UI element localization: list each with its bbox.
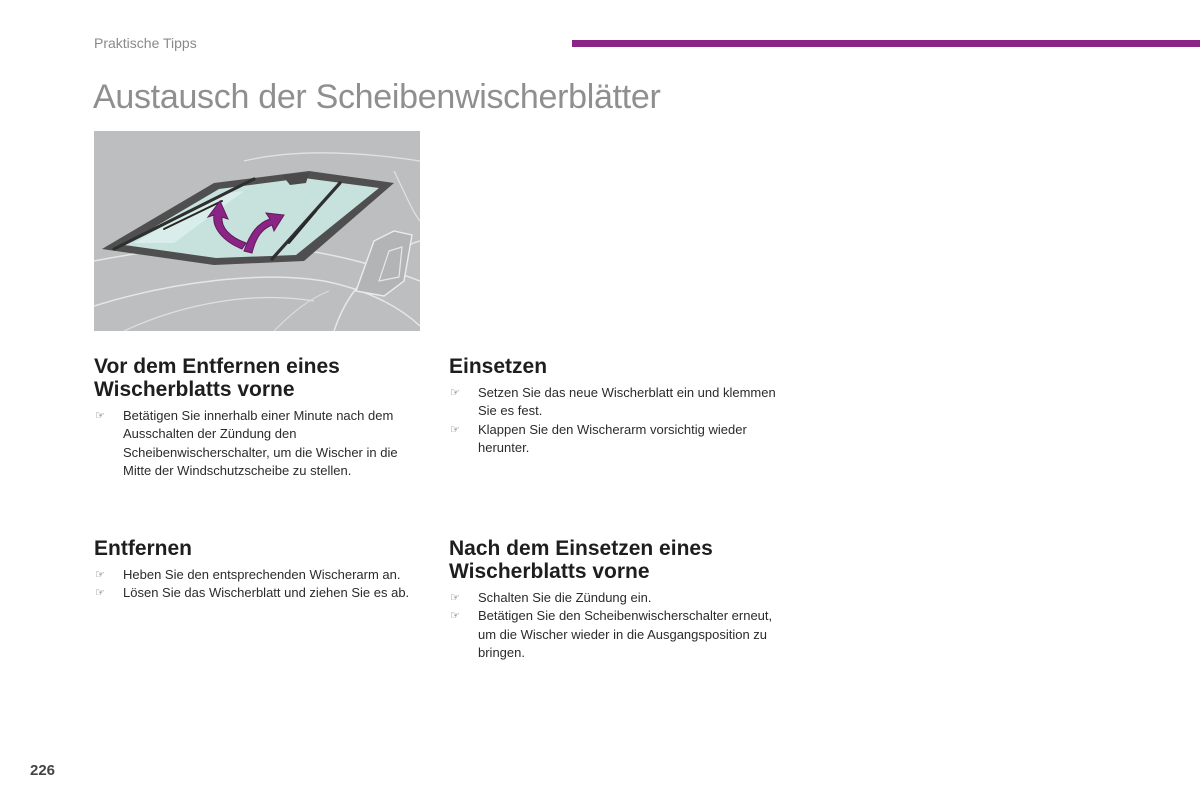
pointing-hand-icon: ☞ xyxy=(450,610,460,623)
pointing-hand-icon: ☞ xyxy=(95,587,105,600)
page-number: 226 xyxy=(30,762,56,779)
section-heading: Einsetzen xyxy=(449,355,548,378)
list-item: ☞ Lösen Sie das Wischerblatt und ziehen Sie es ab. xyxy=(94,584,424,602)
list-item: ☞ Klappen Sie den Wischerarm vorsichtig wieder herunter. xyxy=(450,421,747,455)
section-before-removing xyxy=(94,355,424,480)
list-item: ☞ Schalten Sie die Zündung ein. xyxy=(449,589,779,607)
section-inserting xyxy=(449,355,779,457)
windshield-wiper-illustration xyxy=(94,131,420,331)
pointing-hand-icon: ☞ xyxy=(450,592,460,604)
pointing-hand-icon: ☞ xyxy=(95,410,105,422)
instruction-list xyxy=(449,589,779,662)
list-item: ☞ Betätigen Sie den Scheibenwischerschalter erneut, um die Wischer wieder in die Ausgangsposition zu bringen. xyxy=(450,608,773,660)
section-heading: Vor dem Entfernen eines Wischerblatts vorne xyxy=(94,355,340,401)
section-heading: Entfernen xyxy=(94,537,193,560)
instruction-list xyxy=(449,384,779,457)
instruction-list xyxy=(94,566,424,603)
instruction-list xyxy=(94,407,424,480)
list-item: ☞ Heben Sie den entsprechenden Wischerarm an. xyxy=(94,566,424,584)
section-label: Praktische Tipps xyxy=(94,35,197,51)
pointing-hand-icon: ☞ xyxy=(450,423,460,436)
list-item: ☞ Setzen Sie das neue Wischerblatt ein und klemmen Sie es fest. xyxy=(450,385,776,419)
section-after-inserting xyxy=(449,537,779,662)
section-heading: Nach dem Einsetzen eines Wischerblatts vorne xyxy=(449,537,713,583)
list-item: ☞ Betätigen Sie innerhalb einer Minute nach dem Ausschalten der Zündung den Scheibenwischerschalter, um die Wischer in die Mitte der Windschutzscheibe zu stellen. xyxy=(95,408,398,478)
header-accent-bar xyxy=(572,40,1200,47)
pointing-hand-icon: ☞ xyxy=(95,569,105,581)
page-title: Austausch der Scheibenwischerblätter xyxy=(93,78,661,116)
section-removing xyxy=(94,537,424,603)
pointing-hand-icon: ☞ xyxy=(450,387,460,399)
